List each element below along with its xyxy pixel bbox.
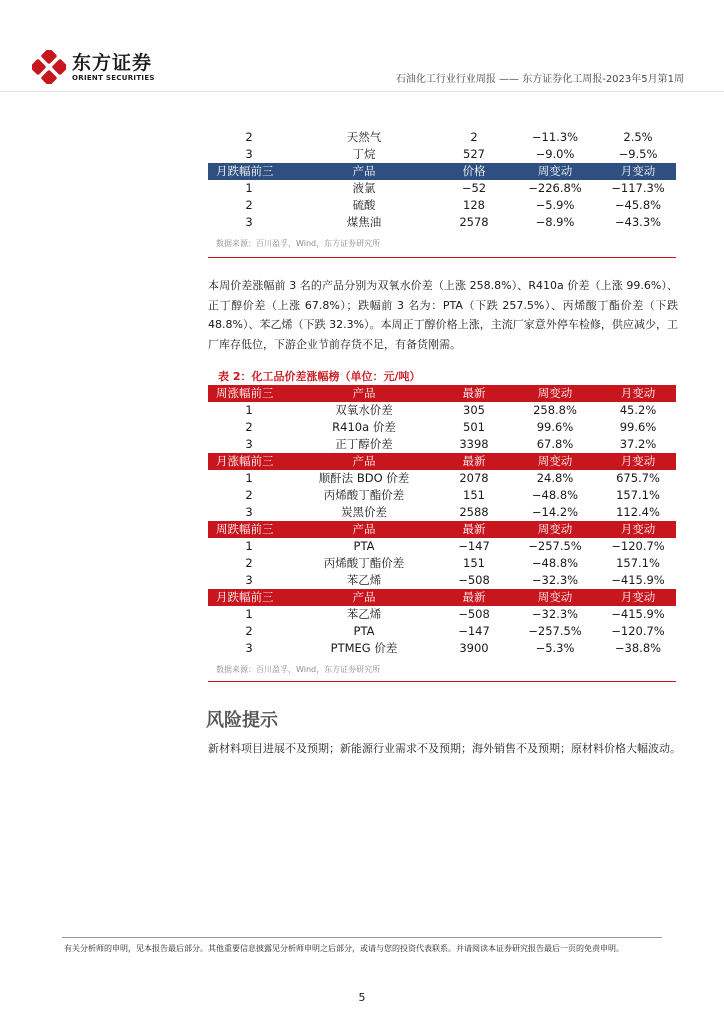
header-cell: 周跌幅前三 bbox=[208, 521, 290, 538]
table-2-title: 表 2：化工品价差涨幅榜（单位：元/吨） bbox=[218, 370, 421, 383]
header-cell: 产品 bbox=[290, 453, 438, 470]
table-row bbox=[208, 487, 676, 504]
latest-cell: −147 bbox=[458, 624, 490, 638]
weekly-change-cell: −48.8% bbox=[531, 488, 579, 502]
latest-cell: −508 bbox=[458, 607, 490, 621]
company-logo bbox=[32, 50, 155, 84]
rank-cell: 1 bbox=[245, 181, 253, 195]
product-cell: 煤焦油 bbox=[346, 215, 382, 229]
header-cell: 月跌幅前三 bbox=[208, 163, 290, 180]
table-row bbox=[208, 606, 676, 623]
table-2-source: 数据来源：百川盈孚，Wind，东方证券研究所 bbox=[216, 665, 381, 674]
page-number: 5 bbox=[358, 991, 366, 1004]
header-cell: 产品 bbox=[290, 521, 438, 538]
header-cell: 周变动 bbox=[510, 589, 600, 606]
monthly-change-cell: −43.3% bbox=[614, 215, 662, 229]
table-section-header bbox=[208, 521, 676, 538]
rank-cell: 1 bbox=[245, 471, 253, 485]
product-cell: 硫酸 bbox=[352, 198, 376, 212]
latest-cell: −147 bbox=[458, 539, 490, 553]
header-cell: 月变动 bbox=[600, 385, 676, 402]
header-cell: 月涨幅前三 bbox=[208, 453, 290, 470]
body-paragraph: 本周价差涨幅前 3 名的产品分别为双氧水价差（上涨 258.8%）、R410a 价差（上涨 99.6%）、正丁醇价差（上涨 67.8%）；跌幅前 3 名为：PTA（下跌 257.5%）、丙烯酸丁酯价差（下跌 48.8%）、苯乙烯（下跌 32.3%）。本周正丁醇价格上涨，主流厂家意外停车检修，供应减少，工厂库存低位，下游企业节前存货不足，有备货刚需。 bbox=[208, 279, 678, 351]
table-row bbox=[208, 436, 676, 453]
product-cell: 正丁醇价差 bbox=[335, 437, 393, 451]
table-1-source: 数据来源：百川盈孚，Wind，东方证券研究所 bbox=[216, 239, 381, 248]
table-section-header bbox=[208, 589, 676, 606]
header-cell: 周变动 bbox=[510, 521, 600, 538]
rank-cell: 2 bbox=[245, 488, 253, 502]
monthly-change-cell: −415.9% bbox=[611, 573, 665, 587]
header-cell: 周变动 bbox=[510, 163, 600, 180]
table-row bbox=[208, 129, 676, 146]
monthly-change-cell: 112.4% bbox=[616, 505, 660, 519]
latest-cell: 3398 bbox=[459, 437, 489, 451]
monthly-change-cell: 99.6% bbox=[619, 420, 657, 434]
header-cell: 产品 bbox=[290, 163, 438, 180]
table-row bbox=[208, 214, 676, 231]
monthly-change-cell: 45.2% bbox=[619, 403, 657, 417]
weekly-change-cell: 67.8% bbox=[536, 437, 574, 451]
risk-section-text: 新材料项目进展不及预期；新能源行业需求不及预期；海外销售不及预期；原材料价格大幅波动。 bbox=[208, 742, 681, 755]
header-divider bbox=[0, 91, 724, 92]
table-row bbox=[208, 572, 676, 589]
header-cell: 最新 bbox=[438, 385, 510, 402]
header-cell: 月变动 bbox=[600, 589, 676, 606]
weekly-change-cell: −48.8% bbox=[531, 556, 579, 570]
weekly-change-cell: −8.9% bbox=[535, 215, 575, 229]
latest-cell: 151 bbox=[463, 556, 485, 570]
table-row bbox=[208, 146, 676, 163]
price-cell: 2578 bbox=[459, 215, 489, 229]
rank-cell: 2 bbox=[245, 198, 253, 212]
logo-name-en: ORIENT SECURITIES bbox=[72, 73, 155, 82]
monthly-change-cell: 2.5% bbox=[623, 130, 653, 144]
header-cell: 最新 bbox=[438, 589, 510, 606]
header-cell: 最新 bbox=[438, 453, 510, 470]
header-cell: 价格 bbox=[438, 163, 510, 180]
table-section-header bbox=[208, 453, 676, 470]
product-cell: 双氧水价差 bbox=[335, 403, 393, 417]
risk-section-title: 风险提示 bbox=[206, 710, 278, 731]
latest-cell: 2588 bbox=[459, 505, 489, 519]
table-row bbox=[208, 504, 676, 521]
table-section-header bbox=[208, 385, 676, 402]
logo-name-cn: 东方证券 bbox=[72, 51, 153, 74]
weekly-change-cell: −9.0% bbox=[535, 147, 575, 161]
rank-cell: 1 bbox=[245, 539, 253, 553]
rank-cell: 3 bbox=[245, 505, 253, 519]
monthly-change-cell: −120.7% bbox=[611, 539, 665, 553]
weekly-change-cell: −14.2% bbox=[531, 505, 579, 519]
monthly-change-cell: −9.5% bbox=[618, 147, 658, 161]
price-cell: 527 bbox=[463, 147, 485, 161]
rank-cell: 2 bbox=[245, 556, 253, 570]
header-cell: 产品 bbox=[290, 385, 438, 402]
product-cell: 苯乙烯 bbox=[346, 573, 382, 587]
rank-cell: 3 bbox=[245, 215, 253, 229]
table-2 bbox=[208, 385, 676, 657]
rank-cell: 2 bbox=[245, 130, 253, 144]
product-cell: 丁烷 bbox=[352, 147, 376, 161]
table-row bbox=[208, 419, 676, 436]
price-cell: 2 bbox=[470, 130, 478, 144]
header-cell: 月变动 bbox=[600, 453, 676, 470]
rank-cell: 3 bbox=[245, 573, 253, 587]
latest-cell: 305 bbox=[463, 403, 485, 417]
weekly-change-cell: −257.5% bbox=[528, 539, 582, 553]
latest-cell: 3900 bbox=[459, 641, 489, 655]
table-row bbox=[208, 180, 676, 197]
weekly-change-cell: −5.3% bbox=[535, 641, 575, 655]
price-cell: 128 bbox=[463, 198, 485, 212]
product-cell: PTMEG 价差 bbox=[330, 641, 398, 655]
product-cell: 天然气 bbox=[346, 130, 382, 144]
rank-cell: 1 bbox=[245, 607, 253, 621]
monthly-change-cell: −45.8% bbox=[614, 198, 662, 212]
rank-cell: 3 bbox=[245, 641, 253, 655]
weekly-change-cell: −5.9% bbox=[535, 198, 575, 212]
product-cell: R410a 价差 bbox=[332, 420, 396, 434]
table-2-bottom-rule bbox=[208, 681, 676, 682]
product-cell: 苯乙烯 bbox=[346, 607, 382, 621]
monthly-change-cell: 157.1% bbox=[616, 488, 660, 502]
report-title: 石油化工行业行业周报 —— 东方证券化工周报-2023年5月第1周 bbox=[395, 74, 684, 85]
latest-cell: −508 bbox=[458, 573, 490, 587]
product-cell: PTA bbox=[353, 624, 375, 638]
monthly-change-cell: −415.9% bbox=[611, 607, 665, 621]
weekly-change-cell: −32.3% bbox=[531, 607, 579, 621]
price-cell: −52 bbox=[461, 181, 487, 195]
weekly-change-cell: −11.3% bbox=[531, 130, 579, 144]
product-cell: 液氯 bbox=[352, 181, 376, 195]
weekly-change-cell: 99.6% bbox=[536, 420, 574, 434]
monthly-change-cell: 675.7% bbox=[616, 471, 660, 485]
rank-cell: 3 bbox=[245, 147, 253, 161]
table-1-bottom-rule bbox=[208, 257, 676, 258]
table-row bbox=[208, 640, 676, 657]
header-cell: 周变动 bbox=[510, 453, 600, 470]
rank-cell: 2 bbox=[245, 624, 253, 638]
table-row bbox=[208, 197, 676, 214]
product-cell: 丙烯酸丁酯价差 bbox=[323, 488, 405, 502]
weekly-change-cell: −257.5% bbox=[528, 624, 582, 638]
product-cell: 顺酐法 BDO 价差 bbox=[318, 471, 410, 485]
product-cell: PTA bbox=[353, 539, 375, 553]
latest-cell: 501 bbox=[463, 420, 485, 434]
weekly-change-cell: 24.8% bbox=[536, 471, 574, 485]
latest-cell: 2078 bbox=[459, 471, 489, 485]
monthly-change-cell: −120.7% bbox=[611, 624, 665, 638]
weekly-change-cell: −32.3% bbox=[531, 573, 579, 587]
weekly-change-cell: 258.8% bbox=[533, 403, 577, 417]
table-1 bbox=[208, 129, 676, 231]
weekly-change-cell: −226.8% bbox=[528, 181, 582, 195]
logo-mark-icon bbox=[32, 50, 66, 84]
footer-divider bbox=[62, 937, 662, 938]
product-cell: 丙烯酸丁酯价差 bbox=[323, 556, 405, 570]
header-cell: 产品 bbox=[290, 589, 438, 606]
table-row bbox=[208, 402, 676, 419]
table-row bbox=[208, 555, 676, 572]
footer-disclaimer: 有关分析师的申明，见本报告最后部分。其他重要信息披露见分析师申明之后部分，或请与您的投资代表联系。并请阅读本证券研究报告最后一页的免责申明。 bbox=[64, 944, 624, 953]
rank-cell: 3 bbox=[245, 437, 253, 451]
header-cell: 周变动 bbox=[510, 385, 600, 402]
monthly-change-cell: −117.3% bbox=[611, 181, 665, 195]
table-row bbox=[208, 470, 676, 487]
header-cell: 周涨幅前三 bbox=[208, 385, 290, 402]
rank-cell: 1 bbox=[245, 403, 253, 417]
latest-cell: 151 bbox=[463, 488, 485, 502]
rank-cell: 2 bbox=[245, 420, 253, 434]
header-cell: 月跌幅前三 bbox=[208, 589, 290, 606]
product-cell: 炭黑价差 bbox=[341, 505, 387, 519]
header-cell: 月变动 bbox=[600, 521, 676, 538]
table-row bbox=[208, 538, 676, 555]
monthly-change-cell: 157.1% bbox=[616, 556, 660, 570]
header-cell: 月变动 bbox=[600, 163, 676, 180]
header-cell: 最新 bbox=[438, 521, 510, 538]
monthly-change-cell: 37.2% bbox=[619, 437, 657, 451]
table-section-header bbox=[208, 163, 676, 180]
table-row bbox=[208, 623, 676, 640]
monthly-change-cell: −38.8% bbox=[614, 641, 662, 655]
